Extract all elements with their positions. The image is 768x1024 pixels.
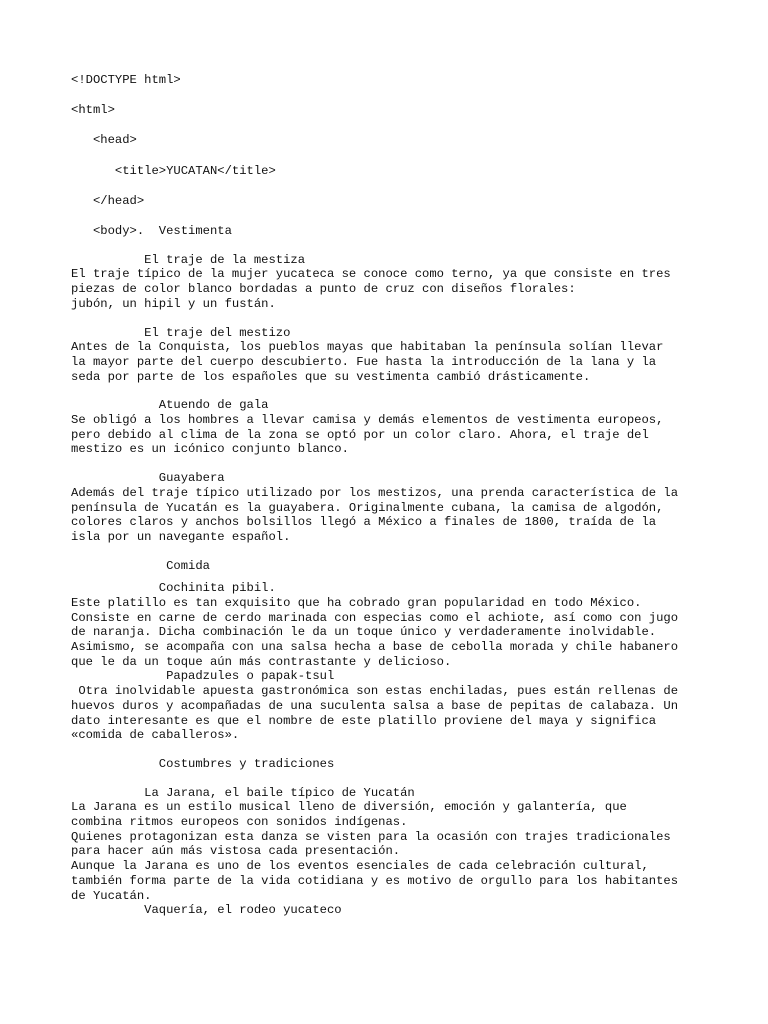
document-line: La Jarana es un estilo musical lleno de diversión, emoción y galantería, que bbox=[71, 800, 627, 815]
document-line: mestizo es un icónico conjunto blanco. bbox=[71, 442, 349, 457]
document-line: también forma parte de la vida cotidiana y es motivo de orgullo para los habitantes bbox=[71, 873, 679, 888]
blank-line bbox=[71, 312, 711, 326]
blank-line bbox=[71, 573, 711, 581]
blank-line bbox=[71, 384, 711, 398]
document-line: Quienes protagonizan esta danza se visten para la ocasión con trajes tradicionales bbox=[71, 829, 671, 844]
document-line: Otra inolvidable apuesta gastronómica son estas enchiladas, pues están rellenas de bbox=[71, 684, 679, 699]
blank-line bbox=[71, 772, 711, 786]
document-line: Vaquería, el rodeo yucateco bbox=[71, 903, 342, 918]
document-line: huevos duros y acompañadas de una suculenta salsa a base de pepitas de calabaza. Un bbox=[71, 698, 679, 713]
document-line: de Yucatán. bbox=[71, 888, 152, 903]
document-line: <body>. Vestimenta bbox=[71, 224, 232, 239]
document-line: la mayor parte del cuerpo descubierto. Fue hasta la introducción de la lana y la bbox=[71, 354, 657, 369]
blank-line bbox=[71, 118, 711, 134]
blank-line bbox=[71, 178, 711, 194]
document-line: para hacer aún más vistosa cada presentación. bbox=[71, 844, 401, 859]
document-line: </head> bbox=[71, 193, 145, 208]
document-line: piezas de color blanco bordadas a punto de cruz con diseños florales: bbox=[71, 282, 576, 297]
document-line: dato interesante es que el nombre de este platillo proviene del maya y significa bbox=[71, 713, 657, 728]
document-line: El traje del mestizo bbox=[71, 325, 291, 340]
document-line: Comida bbox=[71, 558, 210, 573]
document-line: Antes de la Conquista, los pueblos mayas que habitaban la península solían llevar bbox=[71, 340, 664, 355]
document-line: combina ritmos europeos con sonidos indígenas. bbox=[71, 815, 408, 830]
document-line: isla por un navegante español. bbox=[71, 529, 291, 544]
document-line: <!DOCTYPE html> bbox=[71, 73, 181, 87]
blank-line bbox=[71, 545, 711, 559]
blank-line bbox=[71, 457, 711, 471]
document-line: Aunque la Jarana es uno de los eventos esenciales de cada celebración cultural, bbox=[71, 859, 649, 874]
document-line: <html> bbox=[71, 103, 115, 118]
document-line: Costumbres y tradiciones bbox=[71, 756, 335, 771]
document-line: seda por parte de los españoles que su vestimenta cambió drásticamente. bbox=[71, 369, 591, 384]
document-line: Consiste en carne de cerdo marinada con especias como el achiote, así como con jugo bbox=[71, 610, 679, 625]
blank-line bbox=[71, 743, 711, 757]
document-line: El traje típico de la mujer yucateca se conoce como terno, ya que consiste en tres bbox=[71, 267, 671, 282]
document-line: <head> bbox=[71, 133, 137, 148]
document-line: <title>YUCATAN</title> bbox=[71, 163, 276, 178]
document-line: El traje de la mestiza bbox=[71, 252, 306, 267]
document-line: de naranja. Dicha combinación le da un toque único y verdaderamente inolvidable. bbox=[71, 625, 657, 640]
document-line: Atuendo de gala bbox=[71, 398, 269, 413]
document-line: colores claros y anchos bolsillos llegó a México a finales de 1800, traída de la bbox=[71, 515, 657, 530]
blank-line bbox=[71, 148, 711, 164]
document-line: Asimismo, se acompaña con una salsa hecha a base de cebolla morada y chile habanero bbox=[71, 639, 679, 654]
blank-line bbox=[71, 88, 711, 104]
document-line: península de Yucatán es la guayabera. Originalmente cubana, la camisa de algodón, bbox=[71, 500, 664, 515]
document-line: Además del traje típico utilizado por los mestizos, una prenda característica de la bbox=[71, 485, 679, 500]
document-line: que le da un toque aún más contrastante y delicioso. bbox=[71, 654, 452, 669]
document-line: Guayabera bbox=[71, 471, 225, 486]
document-line: Se obligó a los hombres a llevar camisa y demás elementos de vestimenta europeos, bbox=[71, 413, 664, 428]
document-line: Papadzules o papak-tsul bbox=[71, 669, 335, 684]
blank-line bbox=[71, 209, 711, 225]
document-line: Cochinita pibil. bbox=[71, 581, 276, 596]
document-line: Este platillo es tan exquisito que ha cobrado gran popularidad en todo México. bbox=[71, 595, 642, 610]
blank-line bbox=[71, 239, 711, 253]
document-line: jubón, un hipil y un fustán. bbox=[71, 296, 276, 311]
document-line: «comida de caballeros». bbox=[71, 728, 240, 743]
document-line: pero debido al clima de la zona se optó por un color claro. Ahora, el traje del bbox=[71, 427, 649, 442]
document-line: La Jarana, el baile típico de Yucatán bbox=[71, 785, 415, 800]
document-page bbox=[71, 73, 711, 918]
